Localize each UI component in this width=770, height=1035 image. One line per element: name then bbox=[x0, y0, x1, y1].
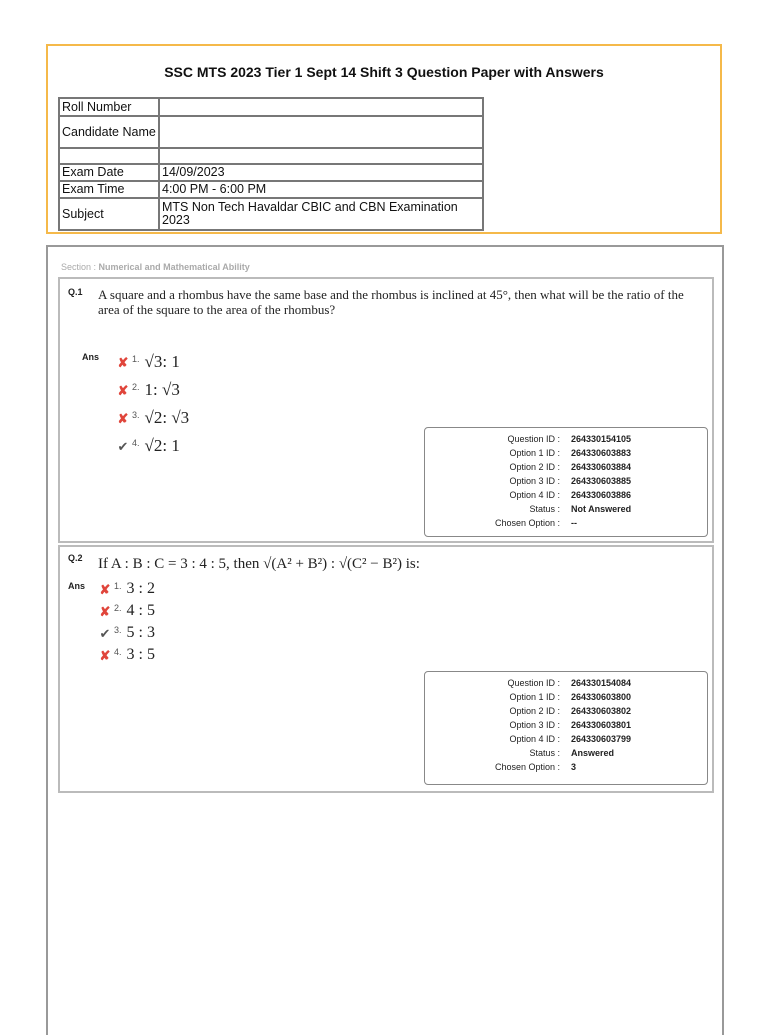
detail-row bbox=[425, 504, 707, 518]
detail-row bbox=[425, 692, 707, 706]
detail-value: Answered bbox=[571, 748, 615, 758]
answer-option bbox=[116, 351, 180, 373]
cross-icon: ✘ bbox=[99, 647, 111, 663]
detail-row bbox=[425, 518, 707, 532]
option-text: √2: √3 bbox=[144, 408, 190, 427]
detail-key: Chosen Option : bbox=[494, 518, 560, 528]
cross-icon: ✘ bbox=[117, 410, 129, 426]
field-label: Candidate Name bbox=[59, 116, 159, 148]
option-text: 5 : 3 bbox=[126, 624, 155, 641]
detail-row bbox=[425, 462, 707, 476]
detail-value: 264330603801 bbox=[571, 720, 632, 730]
question-details-box bbox=[424, 427, 708, 537]
answer-option bbox=[116, 407, 189, 429]
paper-title: SSC MTS 2023 Tier 1 Sept 14 Shift 3 Question Paper with Answers bbox=[164, 64, 604, 80]
detail-key: Question ID : bbox=[507, 434, 560, 444]
answer-option bbox=[98, 600, 155, 622]
detail-row bbox=[425, 678, 707, 692]
detail-key: Chosen Option : bbox=[494, 762, 560, 772]
detail-row bbox=[425, 434, 707, 448]
field-value bbox=[159, 148, 483, 164]
section-heading bbox=[61, 262, 250, 272]
detail-value: 264330603884 bbox=[571, 462, 632, 472]
detail-row bbox=[425, 762, 707, 776]
field-label: Subject bbox=[59, 198, 159, 230]
table-row bbox=[59, 198, 483, 230]
question-section bbox=[46, 245, 724, 1035]
section-prefix: Section : bbox=[61, 262, 97, 272]
field-value bbox=[159, 116, 483, 148]
cross-icon: ✘ bbox=[99, 581, 111, 597]
detail-key: Status : bbox=[529, 748, 560, 758]
detail-key: Option 2 ID : bbox=[509, 706, 560, 716]
table-row bbox=[59, 116, 483, 148]
option-number: 1. bbox=[132, 354, 140, 364]
field-value: 4:00 PM - 6:00 PM bbox=[159, 181, 483, 198]
detail-value: Not Answered bbox=[571, 504, 632, 514]
detail-row bbox=[425, 490, 707, 504]
option-number: 2. bbox=[132, 382, 140, 392]
detail-row bbox=[425, 706, 707, 720]
option-text: 1: √3 bbox=[144, 380, 180, 399]
detail-value: 264330603802 bbox=[571, 706, 632, 716]
option-number: 3. bbox=[132, 410, 140, 420]
detail-key: Option 2 ID : bbox=[509, 462, 560, 472]
cross-icon: ✘ bbox=[117, 354, 129, 370]
option-text: √2: 1 bbox=[144, 436, 180, 455]
option-number: 2. bbox=[114, 603, 122, 613]
answer-option bbox=[98, 622, 155, 644]
option-text: √3: 1 bbox=[144, 352, 180, 371]
detail-value: 3 bbox=[571, 762, 577, 772]
option-text: 3 : 5 bbox=[126, 646, 155, 663]
detail-value: 264330603799 bbox=[571, 734, 632, 744]
question-card bbox=[58, 545, 714, 793]
detail-row bbox=[425, 748, 707, 762]
answer-option bbox=[116, 435, 180, 457]
question-text: If A : B : C = 3 : 4 : 5, then √(A² + B²) : √(C² − B²) is: bbox=[98, 556, 420, 572]
question-text: A square and a rhombus have the same base and the rhombus is inclined at 45°, then what will be the ratio of the area of the square to the area of the rhombus? bbox=[98, 287, 684, 317]
checkmark-icon: ✔ bbox=[117, 438, 129, 454]
field-label: Exam Time bbox=[59, 181, 159, 198]
option-number: 4. bbox=[114, 647, 122, 657]
detail-key: Option 4 ID : bbox=[509, 490, 560, 500]
paper-header bbox=[46, 44, 722, 234]
table-row bbox=[59, 164, 483, 181]
detail-row bbox=[425, 476, 707, 490]
detail-value: 264330154084 bbox=[571, 678, 632, 688]
answer-option bbox=[98, 644, 155, 666]
option-text: 3 : 2 bbox=[126, 580, 155, 597]
field-value: 14/09/2023 bbox=[159, 164, 483, 181]
answer-label: Ans bbox=[68, 581, 86, 591]
field-label bbox=[59, 148, 159, 164]
detail-key: Option 3 ID : bbox=[509, 476, 560, 486]
detail-row bbox=[425, 448, 707, 462]
cross-icon: ✘ bbox=[99, 603, 111, 619]
detail-value: -- bbox=[571, 518, 577, 528]
cross-icon: ✘ bbox=[117, 382, 129, 398]
option-number: 3. bbox=[114, 625, 122, 635]
answer-label: Ans bbox=[82, 352, 100, 362]
detail-value: 264330154105 bbox=[571, 434, 632, 444]
detail-value: 264330603800 bbox=[571, 692, 632, 702]
question-details-box bbox=[424, 671, 708, 785]
detail-row bbox=[425, 720, 707, 734]
field-label: Exam Date bbox=[59, 164, 159, 181]
detail-value: 264330603885 bbox=[571, 476, 632, 486]
section-name: Numerical and Mathematical Ability bbox=[98, 262, 250, 272]
checkmark-icon: ✔ bbox=[99, 625, 111, 641]
field-value bbox=[159, 98, 483, 116]
field-label: Roll Number bbox=[59, 98, 159, 116]
detail-value: 264330603886 bbox=[571, 490, 632, 500]
table-row bbox=[59, 181, 483, 198]
detail-key: Option 3 ID : bbox=[509, 720, 560, 730]
option-number: 1. bbox=[114, 581, 122, 591]
question-number: Q.1 bbox=[68, 287, 83, 297]
candidate-info-table bbox=[58, 97, 484, 231]
detail-key: Option 1 ID : bbox=[509, 692, 560, 702]
table-row bbox=[59, 98, 483, 116]
detail-key: Status : bbox=[529, 504, 560, 514]
table-row bbox=[59, 148, 483, 164]
field-value: MTS Non Tech Havaldar CBIC and CBN Examination 2023 bbox=[159, 198, 483, 230]
question-card bbox=[58, 277, 714, 543]
detail-row bbox=[425, 734, 707, 748]
option-text: 4 : 5 bbox=[126, 602, 155, 619]
answer-option bbox=[116, 379, 180, 401]
answer-option bbox=[98, 578, 155, 600]
detail-key: Question ID : bbox=[507, 678, 560, 688]
detail-value: 264330603883 bbox=[571, 448, 632, 458]
option-number: 4. bbox=[132, 438, 140, 448]
question-number: Q.2 bbox=[68, 553, 83, 563]
detail-key: Option 1 ID : bbox=[509, 448, 560, 458]
detail-key: Option 4 ID : bbox=[509, 734, 560, 744]
